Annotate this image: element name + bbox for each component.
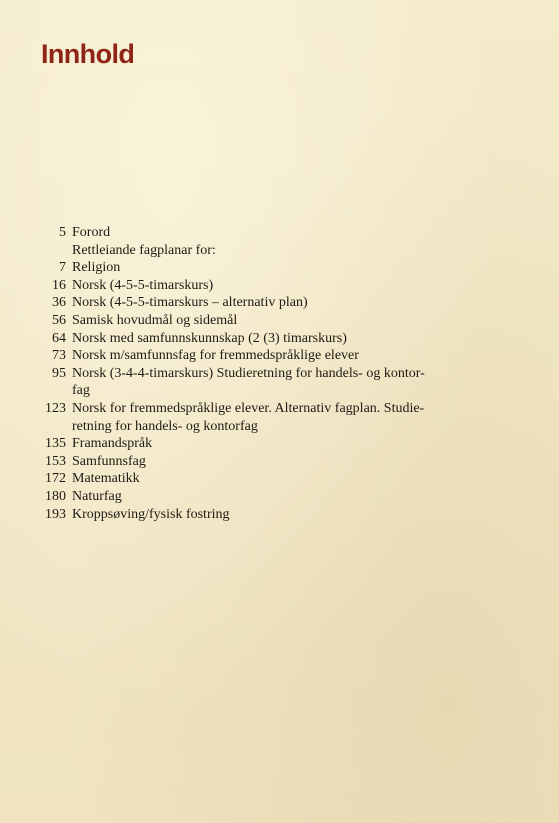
toc-subheading [38,242,478,260]
toc-entry-title: Norsk (4-5-5-timarskurs – alternativ plan) [72,295,308,311]
toc-entry-title: Rettleiande fagplanar for: [72,242,216,258]
toc-page-number: 73 [52,348,66,364]
toc-page-number: 193 [45,506,66,522]
toc-entry-title: Norsk m/samfunnsfag for fremmedspråklige elever [72,348,359,364]
toc-entry [38,453,478,471]
toc-entry [38,347,478,365]
toc-entry-title: Norsk for fremmedspråklige elever. Alternativ fagplan. Studie- retning for handels- og kontorfag [72,400,425,434]
toc-entry-title: Framandspråk [72,436,153,452]
toc-entry [38,470,478,488]
toc-entry [38,294,478,312]
toc-page-number: 36 [52,295,66,311]
toc-page-number: 7 [59,260,66,276]
toc-entry [38,259,478,277]
table-of-contents [38,224,478,523]
toc-page-number: 16 [52,277,66,293]
toc-page-number: 180 [45,488,66,504]
toc-entry-title: Religion [72,260,121,276]
toc-entry [38,330,478,348]
toc-page-number: 5 [59,225,66,240]
toc-entry [38,488,478,506]
toc-entry-title: Kroppsøving/fysisk fostring [72,506,230,522]
toc-page-number: 172 [45,471,66,487]
toc-entry-title: Samisk hovudmål og sidemål [72,312,238,328]
toc-entry-title: Forord [72,225,111,240]
toc-entry [38,365,478,400]
toc-entry-title: Naturfag [72,488,122,504]
toc-entry-title: Norsk (3-4-4-timarskurs) Studieretning for handels- og kontor- fag [72,365,425,399]
toc-page-number: 123 [45,400,66,416]
toc-page-number: 95 [52,365,66,381]
toc-entry [38,312,478,330]
toc-page-number: 56 [52,312,66,328]
toc-entry-title: Matematikk [72,471,140,487]
toc-entry-title: Samfunnsfag [72,453,146,469]
toc-entry-title: Norsk med samfunnskunnskap (2 (3) timarskurs) [72,330,347,346]
toc-entry-title: Norsk (4-5-5-timarskurs) [72,277,214,293]
toc-page-number: 153 [45,453,66,469]
toc-entry [38,435,478,453]
toc-entry [38,277,478,295]
toc-page-number: 64 [52,330,66,346]
toc-entry [38,400,478,435]
toc-entry [38,224,478,242]
page-title: Innhold [41,39,135,69]
toc-page-number: 135 [45,436,66,452]
toc-entry [38,506,478,524]
